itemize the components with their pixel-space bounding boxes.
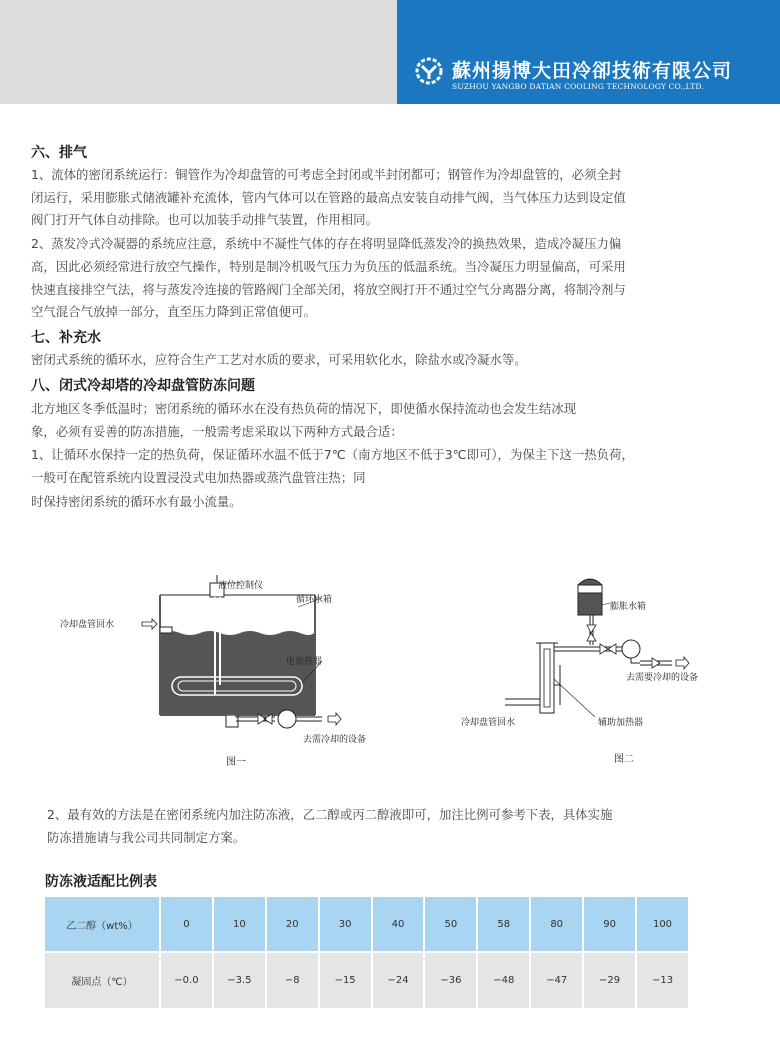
level-controller-label: 液位控制仪: [218, 581, 264, 591]
paragraph-line: 1、流体的密闭系统运行：铜管作为冷却盘管的可考虑全封闭或半封闭都可；钢管作为冷却盘管的，必须全封: [31, 167, 622, 182]
section-7-title: 七、补充水: [31, 330, 101, 346]
section-6-title: 六、排气: [31, 145, 87, 161]
paragraph-line: 时保持密闭系统的循环水有最小流量。: [31, 494, 242, 509]
table-cell: 10: [213, 897, 266, 952]
paragraph-line: 密闭式系统的循环水，应符合生产工艺对水质的要求，可采用软化水，除盐水或冷凝水等。: [31, 352, 527, 367]
company-name-cn: 蘇州揚博大田冷卻技術有限公司: [452, 60, 733, 82]
table-cell: 50: [424, 897, 477, 952]
table-cell: −15: [319, 952, 372, 1008]
table-cell: 30: [319, 897, 372, 952]
heater-label: 电加热器: [286, 657, 323, 667]
table-row: [45, 897, 689, 952]
paragraph-line: 1、让循环水保持一定的热负荷，保证循环水温不低于7℃（南方地区不低于3℃即可），为保主下这一热负荷，: [31, 447, 634, 462]
figure-1-caption: 图一: [226, 757, 246, 768]
table-cell: 58: [477, 897, 530, 952]
table-cell: 20: [266, 897, 319, 952]
company-name-en: SUZHOU YANGBO DATIAN COOLING TECHNOLOGY CO.,LTD.: [452, 82, 704, 91]
table-cell: −47: [530, 952, 583, 1008]
return-label-2: 冷却盘管回水: [461, 718, 516, 728]
paragraph-line: 2、最有效的方法是在密闭系统内加注防冻液，乙二醇或丙二醇液即可，加注比例可参考下表，具体实施: [47, 807, 613, 822]
table-cell: −13: [636, 952, 689, 1008]
aux-heater-label: 辅助加热器: [598, 718, 644, 728]
to-equipment-label: 去需冷却的设备: [303, 735, 367, 745]
table-cell: −0.0: [160, 952, 213, 1008]
paragraph-line: 阀门打开气体自动排除。也可以加装手动排气装置，作用相同。: [31, 212, 378, 227]
table-cell: 90: [583, 897, 636, 952]
company-logo-icon: [415, 57, 443, 85]
table-cell: −48: [477, 952, 530, 1008]
to-equipment-label-2: 去需要冷却的设备: [626, 673, 699, 683]
paragraph-line: 高，因此必须经常进行放空气操作，特别是制冷机吸气压力为负压的低温系统。当冷凝压力明显偏高，可采用: [31, 259, 626, 274]
table-cell: 40: [372, 897, 425, 952]
table-cell: −3.5: [213, 952, 266, 1008]
figure-2-caption: 图二: [614, 754, 634, 765]
paragraph-line: 快速直接排空气法，将与蒸发冷连接的管路阀门全部关闭，将放空阀打开不通过空气分离器分离，将制冷剂与: [31, 282, 626, 297]
expansion-tank-label: 膨胀水箱: [610, 602, 647, 612]
table-cell: 0: [160, 897, 213, 952]
table-title: 防冻液适配比例表: [45, 874, 157, 890]
table-row: [45, 952, 689, 1008]
tank-label: 循环水箱: [296, 595, 333, 605]
section-8-title: 八、闭式冷却塔的冷却盘管防冻问题: [31, 378, 255, 394]
paragraph-line: 闭运行，采用膨胀式储液罐补充流体，管内气体可以在管路的最高点安装自动排气阀，当气体压力达到设定值: [31, 190, 626, 205]
table-row-label: 乙二醇（wt%）: [45, 897, 160, 952]
return-label: 冷却盘管回水: [60, 620, 115, 630]
paragraph-line: 空气混合气放掉一部分，直至压力降到正常值便可。: [31, 304, 316, 319]
table-cell: −24: [372, 952, 425, 1008]
paragraph-line: 北方地区冬季低温时；密闭系统的循环水在没有热负荷的情况下，即使循水保持流动也会发生结冰现: [31, 401, 577, 416]
paragraph-line: 防冻措施请与我公司共同制定方案。: [47, 830, 246, 845]
paragraph-line: 象，必须有妥善的防冻措施，一般需考虑采取以下两种方式最合适：: [31, 424, 403, 439]
table-cell: −8: [266, 952, 319, 1008]
antifreeze-ratio-table: [45, 897, 690, 1008]
table-cell: −29: [583, 952, 636, 1008]
table-row-label: 凝固点（℃）: [45, 952, 160, 1008]
paragraph-line: 2、蒸发冷式冷凝器的系统应注意，系统中不凝性气体的存在将明显降低蒸发冷的换热效果，造成冷凝压力偏: [31, 236, 622, 251]
table-cell: −36: [424, 952, 477, 1008]
table-cell: 100: [636, 897, 689, 952]
table-cell: 80: [530, 897, 583, 952]
paragraph-line: 一般可在配管系统内设置浸没式电加热器或蒸汽盘管注热；同: [31, 470, 366, 485]
